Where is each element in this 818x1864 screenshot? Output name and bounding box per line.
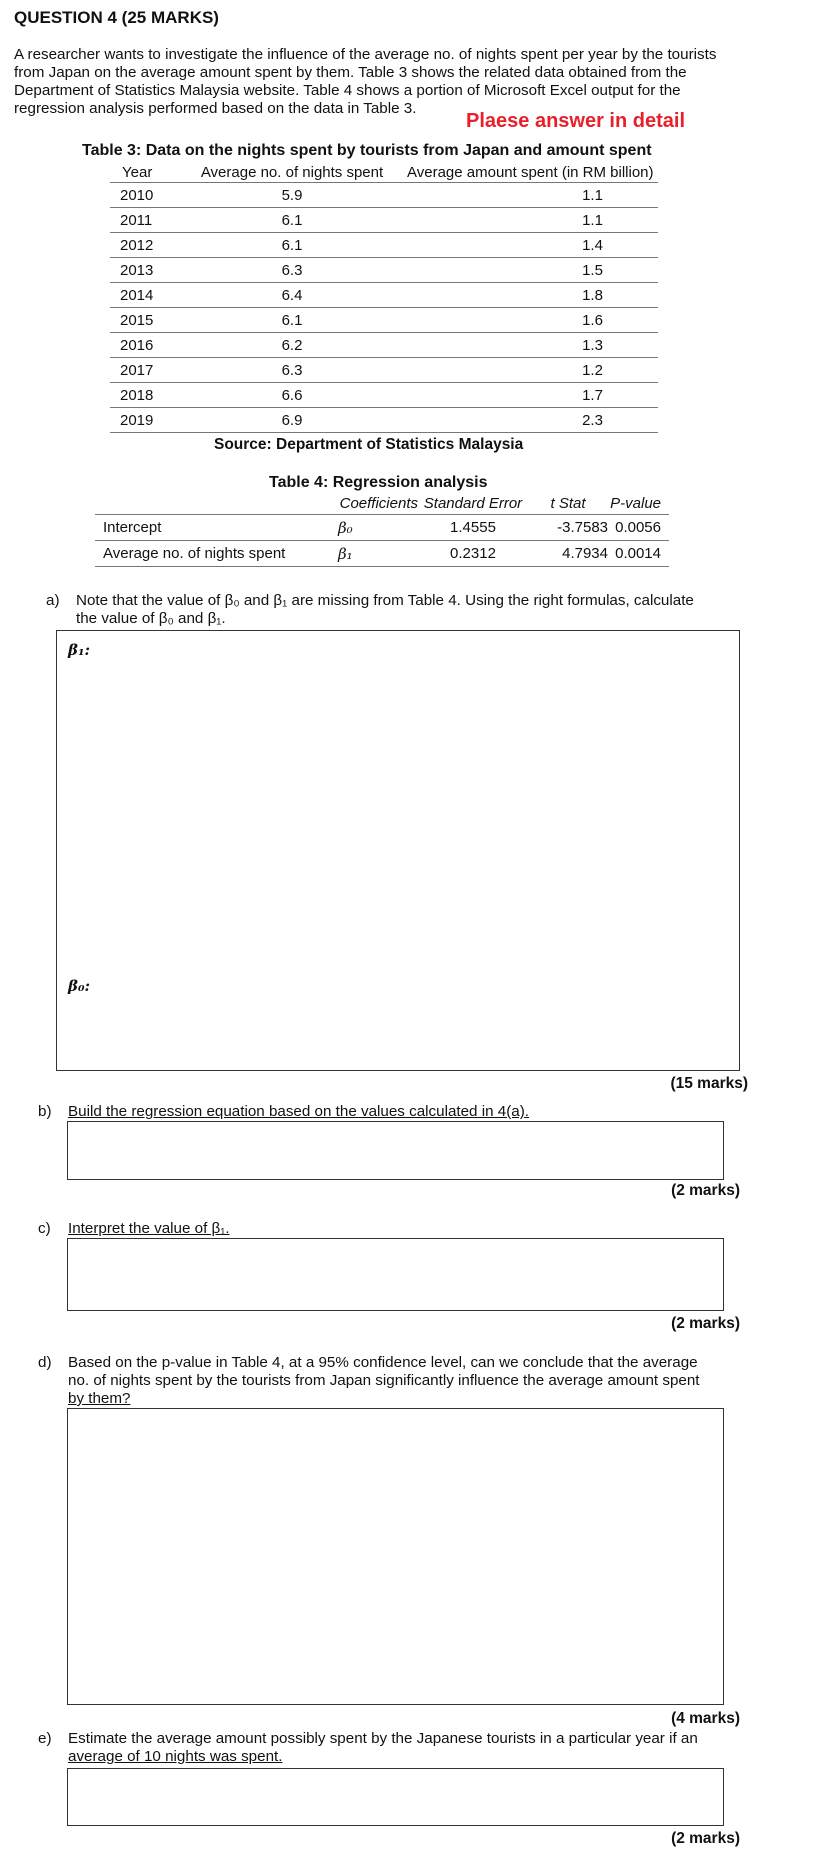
table4-header-stderr: Standard Error [423,494,523,512]
table3-amount: 1.5 [407,258,658,283]
red-note: Plaese answer in detail [466,110,685,132]
intro-line: regression analysis performed based on the data in Table 3. [14,100,417,117]
table3-nights: 5.9 [177,183,407,208]
table4-header-row [95,492,669,515]
table3-year: 2013 [110,258,177,283]
part-b-answer-box[interactable] [67,1121,724,1180]
table4 [95,492,669,567]
table-row [110,233,658,258]
part-b-label: b) [38,1103,52,1120]
table3-year: 2018 [110,383,177,408]
table3-amount: 1.2 [407,358,658,383]
part-a-line: Note that the value of β₀ and β₁ are missing from Table 4. Using the right formulas, calculate [76,592,694,609]
part-d-answer-box[interactable] [67,1408,724,1705]
part-a-answer-box[interactable] [56,630,740,1071]
table-row [110,183,658,208]
intro-line: Department of Statistics Malaysia website. Table 4 shows a portion of Microsoft Excel output for the [14,82,681,99]
part-d-label: d) [38,1354,52,1371]
table4-tstat: -3.7583 [557,519,608,536]
table3-nights: 6.3 [177,358,407,383]
part-b-marks: (2 marks) [671,1182,740,1199]
table4-header-tstat: t Stat [550,494,586,512]
table3-year: 2017 [110,358,177,383]
table3-header-year: Year [122,163,153,181]
table-row [110,408,658,433]
table3-amount: 1.1 [407,208,658,233]
table3-amount: 1.7 [407,383,658,408]
part-a-line: the value of β₀ and β₁. [76,610,226,627]
table-row [110,383,658,408]
table4-pvalue: 0.0014 [615,545,661,562]
table4-stderr: 1.4555 [450,519,496,536]
part-c-answer-box[interactable] [67,1238,724,1311]
table4-header-coefficients: Coefficients [339,494,418,512]
part-e-line: Estimate the average amount possibly spent by the Japanese tourists in a particular year if an [68,1730,698,1747]
table4-coefficient: β₀ [338,518,353,537]
part-d-line: no. of nights spent by the tourists from Japan significantly influence the average amount spent [68,1372,700,1389]
part-c-label: c) [38,1220,51,1237]
part-d-question [68,1354,742,1408]
part-e-answer-box[interactable] [67,1768,724,1826]
table3 [110,162,658,433]
table4-pvalue: 0.0056 [615,519,661,536]
table-row [95,515,669,541]
part-a-marks: (15 marks) [670,1075,748,1092]
table4-variable: Intercept [103,519,162,536]
part-e-line: average of 10 nights was spent. [68,1748,283,1765]
table3-amount: 1.8 [407,283,658,308]
table3-source: Source: Department of Statistics Malaysia [214,436,524,453]
table3-amount: 1.6 [407,308,658,333]
table3-nights: 6.1 [177,233,407,258]
table3-nights: 6.1 [177,308,407,333]
part-c-marks: (2 marks) [671,1315,740,1332]
table3-header-row [110,162,658,183]
table3-caption: Table 3: Data on the nights spent by tourists from Japan and amount spent [82,142,652,159]
table3-amount: 1.4 [407,233,658,258]
table3-nights: 6.9 [177,408,407,433]
table3-header-amount: Average amount spent (in RM billion) [407,163,654,181]
part-d-line: Based on the p-value in Table 4, at a 95% confidence level, can we conclude that the average [68,1354,698,1371]
table3-nights: 6.6 [177,383,407,408]
table3-amount: 2.3 [407,408,658,433]
table3-nights: 6.2 [177,333,407,358]
table3-amount: 1.3 [407,333,658,358]
intro-line: from Japan on the average amount spent by them. Table 3 shows the related data obtained from the [14,64,687,81]
table4-header-pvalue: P-value [610,494,661,512]
table-row [110,358,658,383]
part-a-question [76,592,752,628]
table4-tstat: 4.7934 [562,545,608,562]
table-row [110,208,658,233]
part-d-marks: (4 marks) [671,1710,740,1727]
table-row [110,308,658,333]
part-b-question: Build the regression equation based on the values calculated in 4(a). [68,1103,529,1120]
intro-paragraph [14,46,752,118]
table4-stderr: 0.2312 [450,545,496,562]
beta1-label: β₁: [68,641,91,659]
table3-year: 2015 [110,308,177,333]
question-title: QUESTION 4 (25 MARKS) [14,8,219,27]
table4-coefficient: β₁ [338,544,353,563]
table3-nights: 6.3 [177,258,407,283]
table-row [110,333,658,358]
part-e-question [68,1730,742,1766]
table-row [110,258,658,283]
table3-nights: 6.1 [177,208,407,233]
part-e-marks: (2 marks) [671,1830,740,1847]
table3-header-nights: Average no. of nights spent [200,163,384,181]
part-d-line: by them? [68,1390,131,1407]
table3-amount: 1.1 [407,183,658,208]
part-c-question: Interpret the value of β₁. [68,1220,230,1237]
table4-caption: Table 4: Regression analysis [269,474,488,491]
part-e-label: e) [38,1730,52,1747]
table3-year: 2019 [110,408,177,433]
part-a-label: a) [46,592,60,609]
table3-year: 2011 [110,208,177,233]
table-row [95,541,669,567]
table3-year: 2012 [110,233,177,258]
table3-year: 2010 [110,183,177,208]
table3-nights: 6.4 [177,283,407,308]
table3-year: 2014 [110,283,177,308]
table4-header-blank [95,492,318,515]
table4-variable: Average no. of nights spent [103,545,286,562]
intro-line: A researcher wants to investigate the influence of the average no. of nights spent per year by the tourists [14,46,717,63]
table-row [110,283,658,308]
beta0-label: β₀: [68,977,91,995]
table3-year: 2016 [110,333,177,358]
